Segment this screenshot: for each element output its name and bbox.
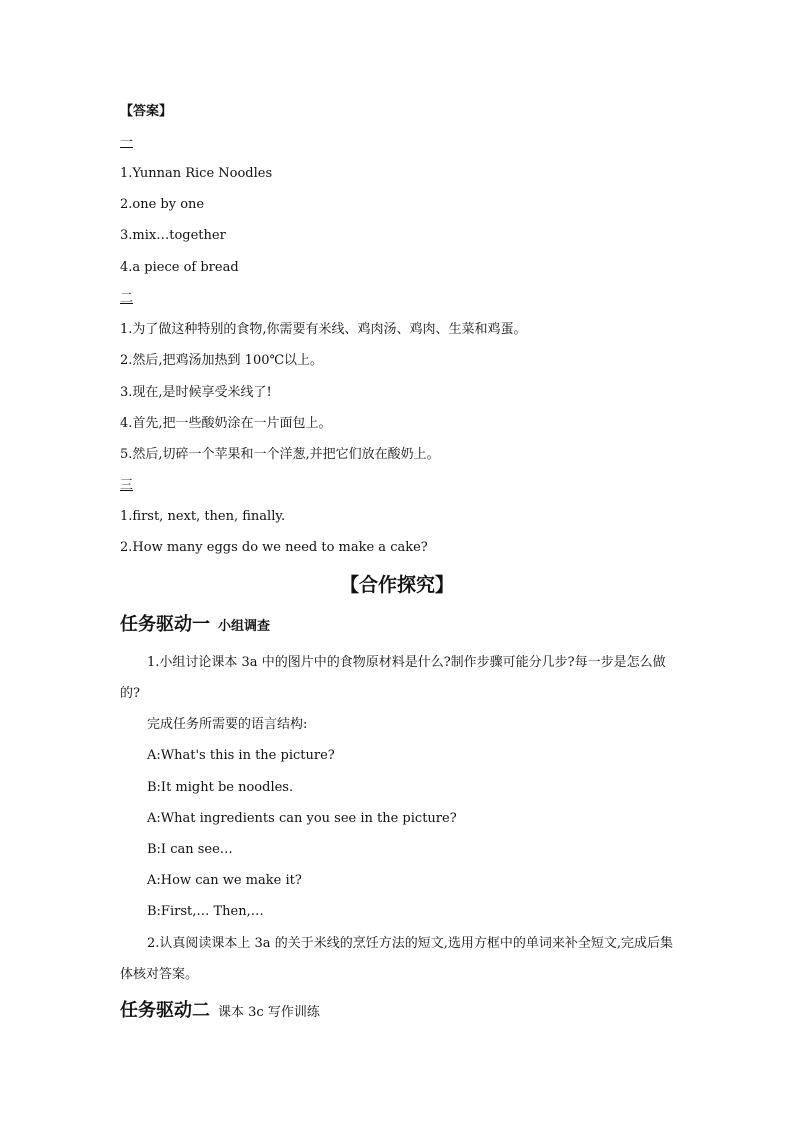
- task-one-subtitle: 小组调查: [218, 619, 271, 634]
- part-one-item: 2.one by one: [120, 197, 205, 212]
- dialogue-line: B:First,… Then,…: [147, 904, 264, 919]
- dialogue-line: A:What ingredients can you see in the picture?: [147, 811, 457, 826]
- part-three-item: 2.How many eggs do we need to make a cake?: [120, 540, 428, 555]
- dialogue-line: B:I can see…: [147, 842, 233, 857]
- part-one-item: 3.mix…together: [120, 228, 226, 243]
- part-two-item: 5.然后,切碎一个苹果和一个洋葱,并把它们放在酸奶上。: [120, 447, 440, 462]
- answer-header: 【答案】: [120, 104, 173, 119]
- part-two-item: 4.首先,把一些酸奶涂在一片面包上。: [120, 416, 332, 431]
- task-one-heading: [120, 613, 270, 637]
- dialogue-line: A:How can we make it?: [147, 873, 302, 888]
- part-three-marker: 三: [120, 478, 134, 493]
- part-two-marker: 二: [120, 291, 134, 306]
- part-one-marker: 一: [120, 135, 134, 150]
- dialogue-line: A:What's this in the picture?: [147, 748, 335, 763]
- cooperation-title: 【合作探究】: [339, 574, 454, 596]
- task-two-title: 任务驱动二: [120, 1000, 210, 1021]
- part-two-item: 2.然后,把鸡汤加热到 100℃以上。: [120, 353, 324, 368]
- task-two-subtitle: 课本 3c 写作训练: [218, 1005, 320, 1020]
- part-two-item: 3.现在,是时候享受米线了!: [120, 385, 272, 400]
- part-two-item: 1.为了做这种特别的食物,你需要有米线、鸡肉汤、鸡肉、生菜和鸡蛋。: [120, 322, 527, 337]
- dialogue-line: B:It might be noodles.: [147, 780, 294, 795]
- part-one-item: 4.a piece of bread: [120, 260, 239, 275]
- structure-label: 完成任务所需要的语言结构:: [147, 717, 308, 732]
- part-one-item: 1.Yunnan Rice Noodles: [120, 166, 273, 181]
- task-one-question: 1.小组讨论课本 3a 中的图片中的食物原材料是什么?制作步骤可能分几步?每一步是怎么做的?: [120, 655, 666, 701]
- task-two-heading: [120, 999, 320, 1023]
- task-one-reading: 2.认真阅读课本上 3a 的关于米线的烹饪方法的短文,选用方框中的单词来补全短文,完成后集体核对答案。: [120, 936, 673, 982]
- part-three-item: 1.first, next, then, finally.: [120, 509, 286, 524]
- task-one-title: 任务驱动一: [120, 614, 210, 635]
